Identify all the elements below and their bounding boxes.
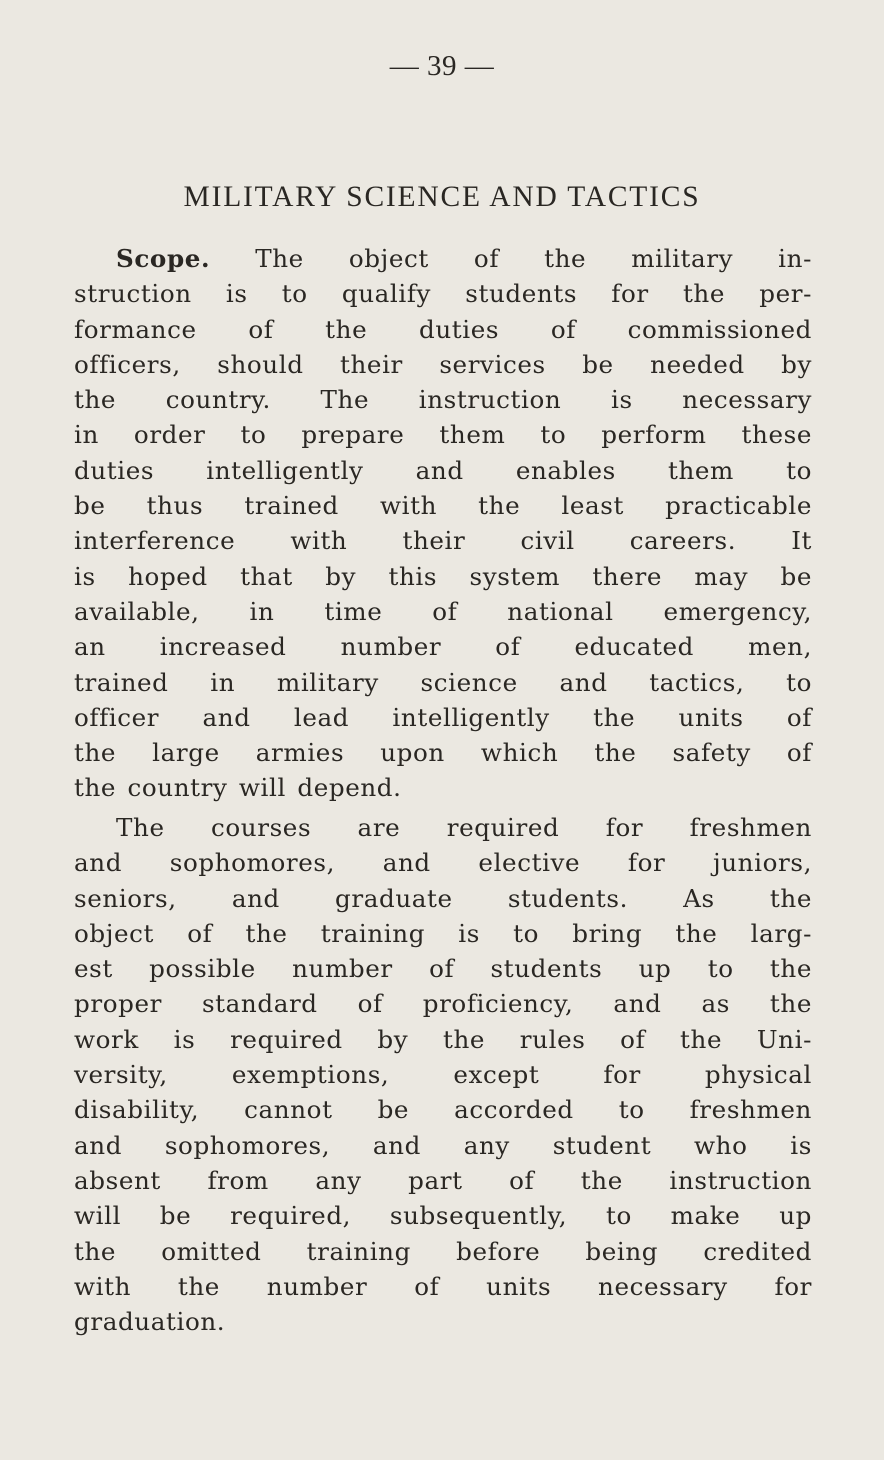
line-text: available, in time of national emergency,	[74, 596, 812, 626]
line-text: The object of the military in-	[255, 244, 812, 273]
line-text: an increased number of educated men,	[74, 632, 812, 662]
text-line	[74, 1163, 812, 1198]
text-line	[74, 1304, 812, 1339]
line-text: and sophomores, and elective for juniors,	[74, 848, 812, 878]
text-line	[74, 453, 812, 488]
text-line	[74, 559, 812, 594]
line-text: The courses are required for freshmen	[116, 813, 812, 842]
line-text: disability, cannot be accorded to freshmen	[74, 1095, 812, 1125]
line-text: is hoped that by this system there may be	[74, 561, 812, 591]
text-line	[74, 594, 812, 629]
line-text: officers, should their services be needed by	[74, 349, 812, 379]
line-text: absent from any part of the instruction	[74, 1165, 812, 1195]
text-line	[74, 665, 812, 700]
line-text: struction is to qualify students for the per-	[74, 279, 812, 309]
line-text: est possible number of students up to the	[74, 954, 812, 984]
paragraph-lead: Scope.	[116, 244, 211, 273]
text-line	[74, 845, 812, 880]
line-text: interference with their civil careers. It	[74, 526, 812, 556]
line-text: versity, exemptions, except for physical	[74, 1060, 812, 1090]
paragraph-courses	[74, 810, 812, 1339]
text-line	[74, 770, 812, 805]
text-line	[74, 735, 812, 770]
text-line	[74, 1022, 812, 1057]
text-line	[74, 700, 812, 735]
text-line	[74, 810, 812, 845]
line-text: seniors, and graduate students. As the	[74, 883, 812, 913]
line-text: in order to prepare them to perform these	[74, 420, 812, 450]
text-line	[74, 382, 812, 417]
line-text: the country will depend.	[74, 773, 402, 803]
text-line	[74, 1269, 812, 1304]
line-text: formance of the duties of commissioned	[74, 314, 812, 344]
text-line	[74, 951, 812, 986]
line-text: and sophomores, and any student who is	[74, 1130, 812, 1160]
text-line	[74, 276, 812, 311]
text-line	[74, 347, 812, 382]
line-text: the omitted training before being credited	[74, 1236, 812, 1266]
text-line	[74, 629, 812, 664]
line-text: trained in military science and tactics, to	[74, 667, 812, 697]
text-line	[74, 986, 812, 1021]
text-line	[74, 881, 812, 916]
text-line	[74, 1234, 812, 1269]
text-line	[74, 1128, 812, 1163]
line-text: object of the training is to bring the larg-	[74, 918, 812, 948]
line-text: work is required by the rules of the Uni-	[74, 1024, 812, 1054]
line-text: duties intelligently and enables them to	[74, 455, 812, 485]
text-line	[74, 312, 812, 347]
text-line	[74, 417, 812, 452]
line-text: graduation.	[74, 1307, 226, 1337]
text-line	[74, 916, 812, 951]
line-text: be thus trained with the least practicable	[74, 491, 812, 521]
line-text: will be required, subsequently, to make up	[74, 1201, 812, 1231]
section-heading: MILITARY SCIENCE AND TACTICS	[183, 181, 701, 213]
text-line	[74, 488, 812, 523]
text-line	[74, 1092, 812, 1127]
line-text: the large armies upon which the safety of	[74, 738, 812, 768]
page-number: — 39 —	[389, 50, 495, 82]
text-line	[74, 1057, 812, 1092]
line-text: the country. The instruction is necessary	[74, 385, 812, 415]
text-line	[74, 523, 812, 558]
text-line	[74, 241, 812, 276]
text-line	[74, 1198, 812, 1233]
line-text: officer and lead intelligently the units of	[74, 702, 812, 732]
line-text: proper standard of proficiency, and as the	[74, 989, 812, 1019]
paragraph-scope	[74, 241, 812, 806]
line-text: with the number of units necessary for	[74, 1271, 812, 1301]
